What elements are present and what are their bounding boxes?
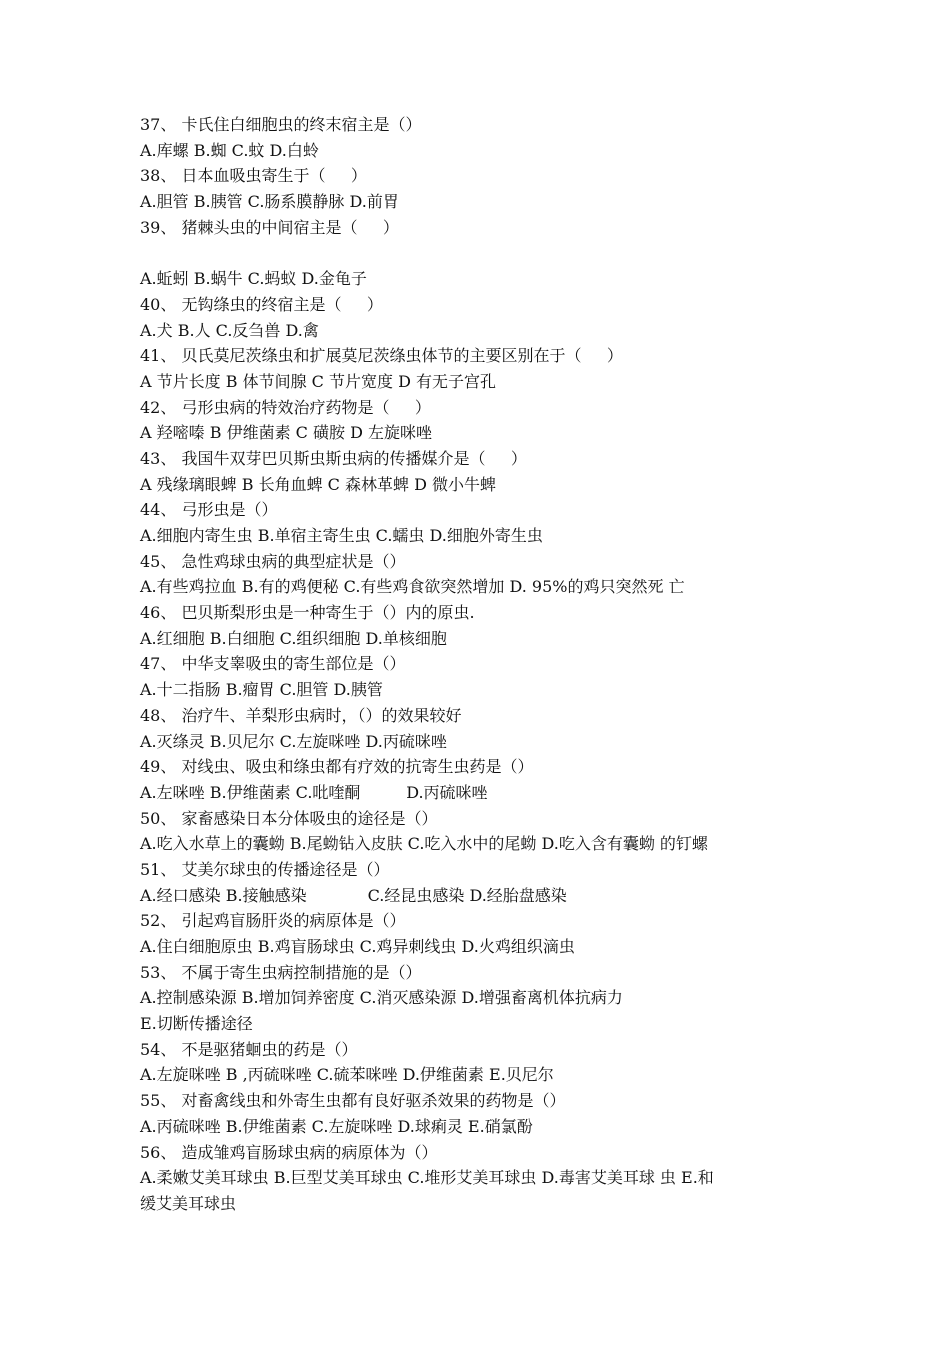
question-line: 45、 急性鸡球虫病的典型症状是（） (140, 551, 406, 571)
option-line: A.细胞内寄生虫 B.单宿主寄生虫 C.蠕虫 D.细胞外寄生虫 (140, 526, 543, 545)
question-line: 42、 弓形虫病的特效治疗药物是（ ） (140, 397, 431, 417)
question-line: 53、 不属于寄生虫病控制措施的是（） (140, 962, 422, 982)
question-line: 39、 猪棘头虫的中间宿主是（ ） (140, 217, 399, 237)
question-line: 44、 弓形虫是（） (140, 500, 278, 520)
option-line: A.住白细胞原虫 B.鸡盲肠球虫 C.鸡异刺线虫 D.火鸡组织滴虫 (140, 937, 575, 956)
question-line: 56、 造成雏鸡盲肠球虫病的病原体为（） (140, 1142, 438, 1162)
question-line: 51、 艾美尔球虫的传播途径是（） (140, 859, 390, 879)
question-line: 50、 家畜感染日本分体吸虫的途径是（） (140, 808, 438, 828)
option-line: A 残缘璃眼蜱 B 长角血蜱 C 森林革蜱 D 微小牛蜱 (140, 474, 496, 494)
question-line: 47、 中华支睾吸虫的寄生部位是（） (140, 654, 406, 674)
question-line: 48、 治疗牛、羊梨形虫病时，（）的效果较好 (140, 705, 462, 725)
option-line: A.丙硫咪唑 B.伊维菌素 C.左旋咪唑 D.球痢灵 E.硝氯酚 (140, 1116, 533, 1136)
option-line: A.蚯蚓 B.蜗牛 C.蚂蚁 D.金龟子 (140, 269, 367, 289)
option-line: A.犬 B.人 C.反刍兽 D.禽 (140, 320, 319, 340)
option-line: 缓艾美耳球虫 (140, 1193, 237, 1213)
question-line: 49、 对线虫、吸虫和绦虫都有疗效的抗寄生虫药是（） (140, 757, 534, 777)
question-line: 46、 巴贝斯梨形虫是一种寄生于（）内的原虫. (140, 603, 475, 623)
option-line: A.经口感染 B.接触感染 C.经昆虫感染 D.经胎盘感染 (140, 885, 567, 905)
question-line: 55、 对畜禽线虫和外寄生虫都有良好驱杀效果的药物是（） (140, 1091, 566, 1111)
question-line: 52、 引起鸡盲肠肝炎的病原体是（） (140, 911, 406, 931)
option-line: A.左咪唑 B.伊维菌素 C.吡喹酮 D.丙硫咪唑 (140, 782, 488, 802)
question-line: 54、 不是驱猪蛔虫的药是（） (140, 1039, 358, 1059)
question-line: 40、 无钩绦虫的终宿主是（ ） (140, 294, 383, 314)
question-line: 37、 卡氏住白细胞虫的终末宿主是（） (140, 115, 422, 134)
question-line: 41、 贝氏莫尼茨绦虫和扩展莫尼茨绦虫体节的主要区别在于（ ） (140, 346, 623, 366)
option-line: A.库螺 B.蜘 C.蚊 D.白蛉 (140, 140, 319, 160)
option-line: A.柔嫩艾美耳球虫 B.巨型艾美耳球虫 C.堆形艾美耳球虫 D.毒害艾美耳球 虫 E.和 (140, 1168, 714, 1188)
option-line: A 羟嘧嗪 B 伊维菌素 C 磺胺 D 左旋咪唑 (140, 423, 432, 443)
option-line: A.胆管 B.胰管 C.肠系膜静脉 D.前胃 (140, 192, 399, 212)
question-line: 43、 我国牛双芽巴贝斯虫斯虫病的传播媒介是（ ） (140, 448, 527, 468)
option-line: A.红细胞 B.白细胞 C.组织细胞 D.单核细胞 (140, 628, 447, 648)
option-line: E.切断传播途径 (140, 1014, 253, 1034)
option-line: A.吃入水草上的囊蚴 B.尾蚴钻入皮肤 C.吃入水中的尾蚴 D.吃入含有囊蚴 的钉螺 (140, 834, 708, 854)
document-page (140, 112, 840, 1217)
option-line: A.控制感染源 B.增加饲养密度 C.消灭感染源 D.增强畜离机体抗病力 (140, 988, 623, 1008)
option-line: A.十二指肠 B.瘤胃 C.胆管 D.胰管 (140, 680, 383, 700)
option-line: A.有些鸡拉血 B.有的鸡便秘 C.有些鸡食欲突然增加 D. 95%的鸡只突然死 亡 (140, 577, 685, 597)
option-line: A.灭绦灵 B.贝尼尔 C.左旋咪唑 D.丙硫咪唑 (140, 731, 447, 751)
question-line: 38、 日本血吸虫寄生于（ ） (140, 166, 367, 186)
blank-line (140, 240, 840, 266)
option-line: A 节片长度 B 体节间腺 C 节片宽度 D 有无子宫孔 (140, 371, 496, 391)
option-line: A.左旋咪唑 B ,丙硫咪唑 C.硫苯咪唑 D.伊维菌素 E.贝尼尔 (140, 1065, 554, 1085)
